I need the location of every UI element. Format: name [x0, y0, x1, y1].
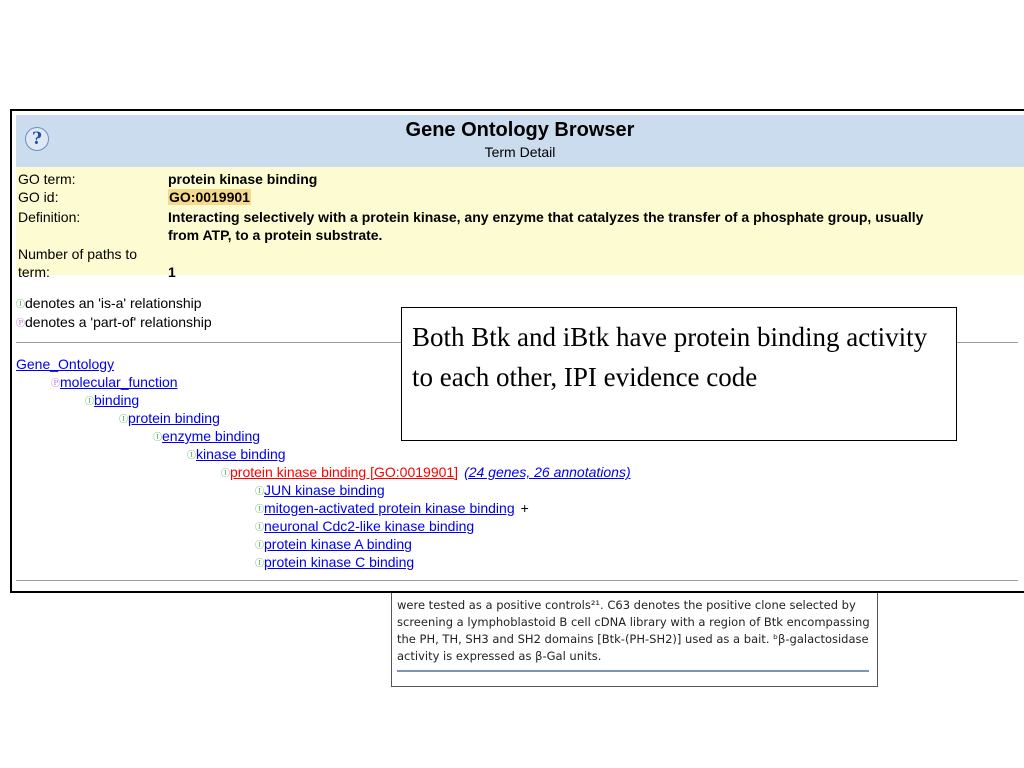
is-a-icon: Ⓘ	[85, 396, 95, 406]
is-a-icon: Ⓘ	[119, 414, 129, 424]
go-id-label: GO id:	[18, 189, 59, 205]
legend-isa	[16, 294, 212, 313]
is-a-icon: Ⓘ	[16, 299, 26, 309]
is-a-icon: Ⓘ	[255, 522, 265, 532]
go-id-value: GO:0019901	[169, 189, 250, 205]
tree-link-mapk-binding[interactable]: mitogen-activated protein kinase binding	[264, 500, 515, 516]
go-term-value: protein kinase binding	[168, 171, 318, 187]
callout-text: Both Btk and iBtk have protein binding activity to each other, IPI evidence code	[412, 322, 928, 392]
tree-link-kinase-binding[interactable]: kinase binding	[196, 446, 286, 462]
page-title: Gene Ontology Browser	[405, 119, 635, 141]
tree-node	[119, 409, 220, 428]
annotations-link[interactable]: (24 genes, 26 annotations)	[464, 464, 631, 480]
tree-child	[255, 553, 414, 572]
is-a-icon: Ⓘ	[255, 504, 265, 514]
tree-node	[187, 445, 286, 464]
is-a-icon: Ⓘ	[255, 540, 265, 550]
paths-label-line-1: Number of paths to	[18, 246, 138, 262]
tree-child	[255, 517, 474, 536]
tree-link-neuronal-cdc2-binding[interactable]: neuronal Cdc2-like kinase binding	[264, 518, 475, 534]
paper-excerpt	[391, 585, 878, 687]
is-a-icon: Ⓘ	[255, 486, 265, 496]
definition-label: Definition:	[18, 209, 81, 225]
paper-line: were tested as a positive controls²¹. C63 denotes the positive clone selected by	[397, 598, 856, 612]
tree-link-gene-ontology[interactable]: Gene_Ontology	[16, 356, 115, 372]
paths-label-line-2: term:	[18, 264, 50, 280]
tree-root	[16, 355, 114, 373]
definition-line-2: from ATP, to a protein substrate.	[168, 227, 383, 243]
is-a-icon: Ⓘ	[221, 468, 231, 478]
callout-box	[401, 307, 957, 441]
browser-header	[16, 115, 1024, 167]
tree-link-jun-kinase-binding[interactable]: JUN kinase binding	[264, 482, 385, 498]
help-question-icon[interactable]: ?	[25, 127, 49, 151]
term-detail-table	[16, 167, 1024, 280]
tree-node-current	[221, 463, 631, 482]
is-a-icon: Ⓘ	[153, 432, 163, 442]
paper-line: screening a lymphoblastoid B cell cDNA library with a region of Btk encompassing	[397, 615, 870, 629]
tree-node	[85, 391, 139, 410]
paper-line: activity is expressed as β-Gal units.	[397, 649, 602, 663]
expand-toggle[interactable]: +	[520, 500, 529, 516]
part-of-icon: Ⓟ	[51, 378, 61, 388]
paper-divider	[397, 670, 869, 672]
tree-child	[255, 499, 529, 518]
tree-link-enzyme-binding[interactable]: enzyme binding	[162, 428, 261, 444]
go-term-label: GO term:	[18, 171, 76, 187]
paper-excerpt-text	[397, 597, 875, 665]
paths-count: 1	[168, 264, 176, 280]
part-of-icon: Ⓟ	[16, 318, 26, 328]
tree-link-protein-kinase-binding[interactable]: protein kinase binding [GO:0019901]	[230, 464, 459, 480]
is-a-icon: Ⓘ	[187, 450, 197, 460]
tree-link-molecular-function[interactable]: molecular_function	[60, 374, 178, 390]
tree-child	[255, 481, 385, 500]
tree-link-pka-binding[interactable]: protein kinase A binding	[264, 536, 412, 552]
paper-line: the PH, TH, SH3 and SH2 domains [Btk-(PH-SH2)] used as a bait. ᵇβ-galactosidase	[397, 632, 869, 646]
definition-line-1: Interacting selectively with a protein kinase, any enzyme that catalyzes the transfer of a phosphate group, usually	[168, 209, 924, 225]
tree-link-protein-binding[interactable]: protein binding	[128, 410, 220, 426]
is-a-icon: Ⓘ	[255, 558, 265, 568]
relationship-legend	[16, 294, 212, 332]
tree-node	[51, 373, 178, 392]
page-subtitle: Term Detail	[484, 144, 556, 160]
legend-isa-text: denotes an 'is-a' relationship	[25, 295, 202, 311]
tree-link-pkc-binding[interactable]: protein kinase C binding	[264, 554, 415, 570]
tree-child	[255, 535, 412, 554]
tree-link-binding[interactable]: binding	[94, 392, 140, 408]
divider	[16, 580, 1018, 581]
tree-node	[153, 427, 260, 446]
legend-partof	[16, 313, 212, 332]
legend-partof-text: denotes a 'part-of' relationship	[25, 314, 212, 330]
